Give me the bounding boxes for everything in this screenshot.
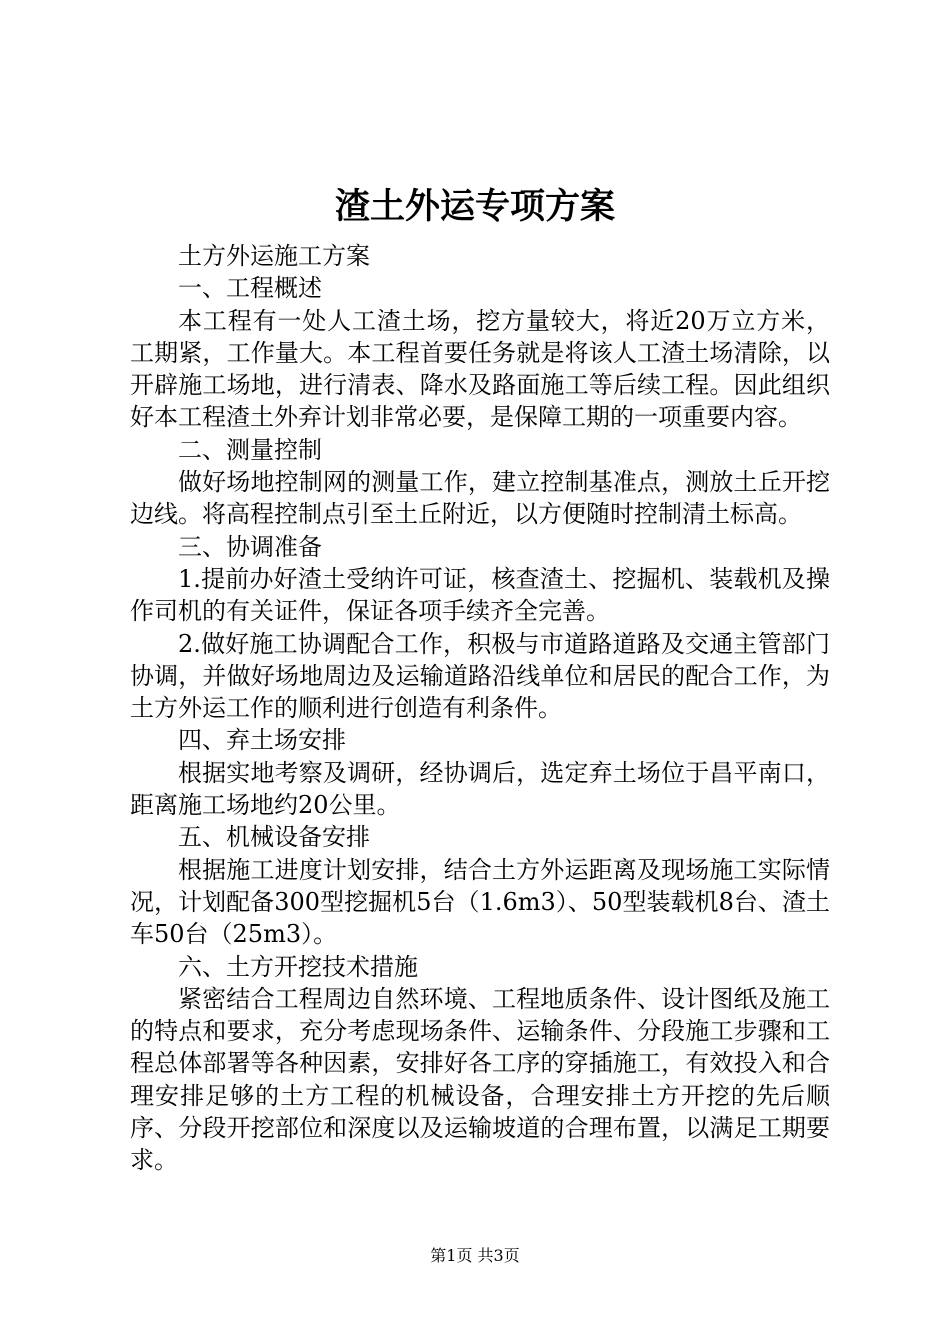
- paragraph-equipment: 根据施工进度计划安排，结合土方外运距离及现场施工实际情况，计划配备300型挖掘机5台（1.6m3）、50型装载机8台、渣土车50台（25m3）。: [130, 855, 830, 949]
- paragraph-survey: 做好场地控制网的测量工作，建立控制基准点，测放土丘开挖边线。将高程控制点引至土丘附近，以方便随时控制清土标高。: [130, 468, 830, 529]
- document-body: [130, 240, 830, 1177]
- section-heading-equipment: 五、机械设备安排: [178, 823, 370, 852]
- paragraph-coordination-1: 1.提前办好渣土受纳许可证，核查渣土、挖掘机、装载机及操作司机的有关证件，保证各项手续齐全完善。: [130, 564, 830, 626]
- paragraph-disposal-site: 根据实地考察及调研，经协调后，选定弃土场位于昌平南口，距离施工场地约20公里。: [130, 758, 830, 820]
- section-heading-overview: 一、工程概述: [178, 274, 322, 303]
- section-heading-disposal-site: 四、弃土场安排: [178, 726, 346, 755]
- paragraph-overview: 本工程有一处人工渣土场，挖方量较大，将近20万立方米，工期紧，工作量大。本工程首要任务就是将该人工渣土场清除，以开辟施工场地，进行清表、降水及路面施工等后续工程。因此组织好本工程渣土外弃计划非常必要，是保障工期的一项重要内容。: [130, 306, 830, 432]
- paragraph-subtitle: 土方外运施工方案: [178, 242, 370, 270]
- section-heading-coordination: 三、协调准备: [178, 532, 322, 561]
- section-heading-survey: 二、测量控制: [178, 435, 322, 464]
- page-footer: 第1页 共3页: [430, 1246, 520, 1265]
- paragraph-excavation: 紧密结合工程周边自然环境、工程地质条件、设计图纸及施工的特点和要求，充分考虑现场条件、运输条件、分段施工步骤和工程总体部署等各种因素，安排好各工序的穿插施工，有效投入和合理安排足够的土方工程的机械设备，合理安排土方开挖的先后顺序、分段开挖部位和深度以及运输坡道的合理布置，以满足工期要求。: [130, 984, 830, 1175]
- document-title: 渣土外运专项方案: [334, 186, 615, 227]
- paragraph-coordination-2: 2.做好施工协调配合工作，积极与市道路道路及交通主管部门协调，并做好场地周边及运输道路沿线单位和居民的配合工作，为土方外运工作的顺利进行创造有利条件。: [130, 629, 830, 723]
- section-heading-excavation: 六、土方开挖技术措施: [178, 952, 418, 981]
